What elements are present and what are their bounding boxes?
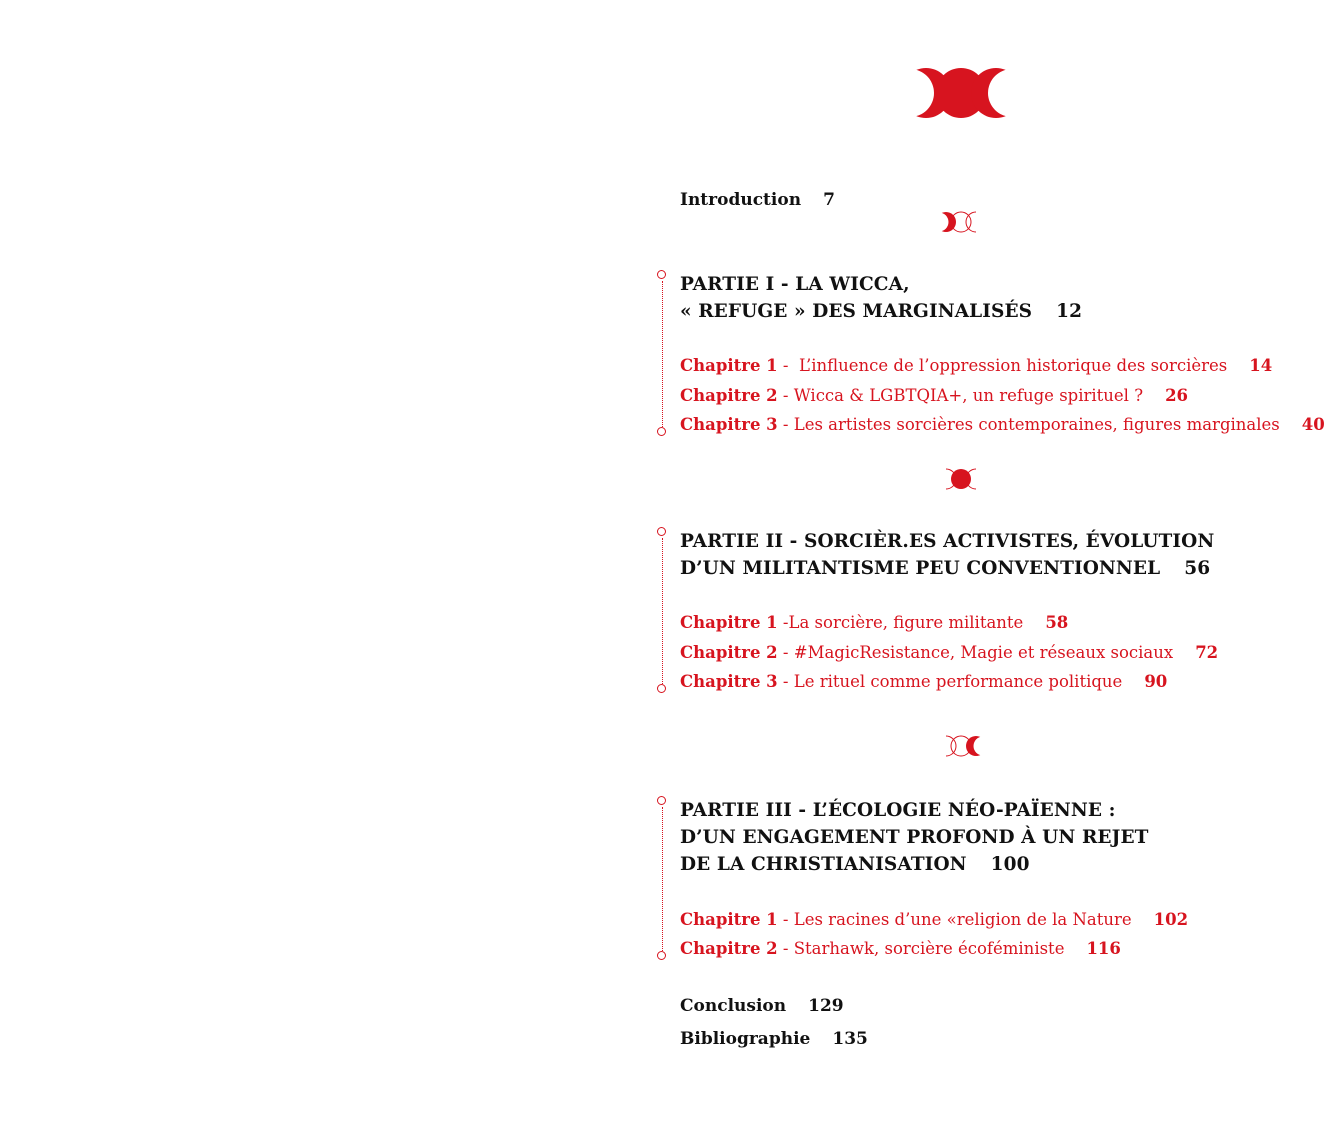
bibliographie-page: 135 (832, 1029, 868, 1049)
introduction-page: 7 (823, 190, 835, 210)
part3-title-line2: D’UN ENGAGEMENT PROFOND À UN REJET (680, 827, 1149, 848)
toc-introduction[interactable] (680, 190, 835, 210)
part2-title-line1: PARTIE II - SORCIÈR.ES ACTIVISTES, ÉVOLUTION (680, 531, 1215, 552)
part3-title-line1: PARTIE III - L’ÉCOLOGIE NÉO-PAÏENNE : (680, 800, 1116, 821)
part1-chapter-3[interactable]: Chapitre 3 - Les artistes sorcières contemporaines, figures marginales 40 (680, 415, 1325, 434)
part3-chapter-2[interactable]: Chapitre 2 - Starhawk, sorcière écoféministe 116 (680, 939, 1121, 958)
part1-chapter-1[interactable]: Chapitre 1 - L’influence de l’oppression historique des sorcières 14 (680, 356, 1273, 375)
part2-timeline (656, 527, 670, 697)
full-moon-divider-icon (935, 467, 987, 491)
bibliographie-label: Bibliographie (680, 1029, 811, 1049)
part1-timeline (656, 270, 670, 440)
part3-title-line3: DE LA CHRISTIANISATION (680, 854, 967, 875)
part2-chapter-2[interactable]: Chapitre 2 - #MagicResistance, Magie et réseaux sociaux 72 (680, 643, 1219, 662)
conclusion-page: 129 (808, 996, 844, 1016)
toc-bibliographie[interactable] (680, 1029, 868, 1049)
part1-title-line2: « REFUGE » DES MARGINALISÉS (680, 301, 1033, 322)
introduction-label: Introduction (680, 190, 802, 210)
part2-page: 56 (1184, 558, 1211, 579)
conclusion-label: Conclusion (680, 996, 787, 1016)
waning-moon-divider-icon (935, 734, 987, 758)
toc-conclusion[interactable] (680, 996, 844, 1016)
part1-page: 12 (1056, 301, 1083, 322)
part1-heading[interactable] (680, 271, 1082, 325)
part2-heading[interactable] (680, 528, 1214, 582)
waxing-moon-divider-icon (935, 210, 987, 234)
part1-chapter-2[interactable]: Chapitre 2 - Wicca & LGBTQIA+, un refuge spirituel ? 26 (680, 386, 1189, 405)
part3-heading[interactable] (680, 797, 1149, 878)
part2-chapter-3[interactable]: Chapitre 3 - Le rituel comme performance politique 90 (680, 672, 1168, 691)
part1-title-line1: PARTIE I - LA WICCA, (680, 274, 910, 295)
triple-moon-icon (900, 66, 1022, 120)
part3-page: 100 (990, 854, 1030, 875)
part3-chapter-1[interactable]: Chapitre 1 - Les racines d’une «religion de la Nature 102 (680, 910, 1189, 929)
part3-timeline (656, 796, 670, 966)
part2-title-line2: D’UN MILITANTISME PEU CONVENTIONNEL (680, 558, 1161, 579)
part2-chapter-1[interactable]: Chapitre 1 -La sorcière, figure militante 58 (680, 613, 1069, 632)
